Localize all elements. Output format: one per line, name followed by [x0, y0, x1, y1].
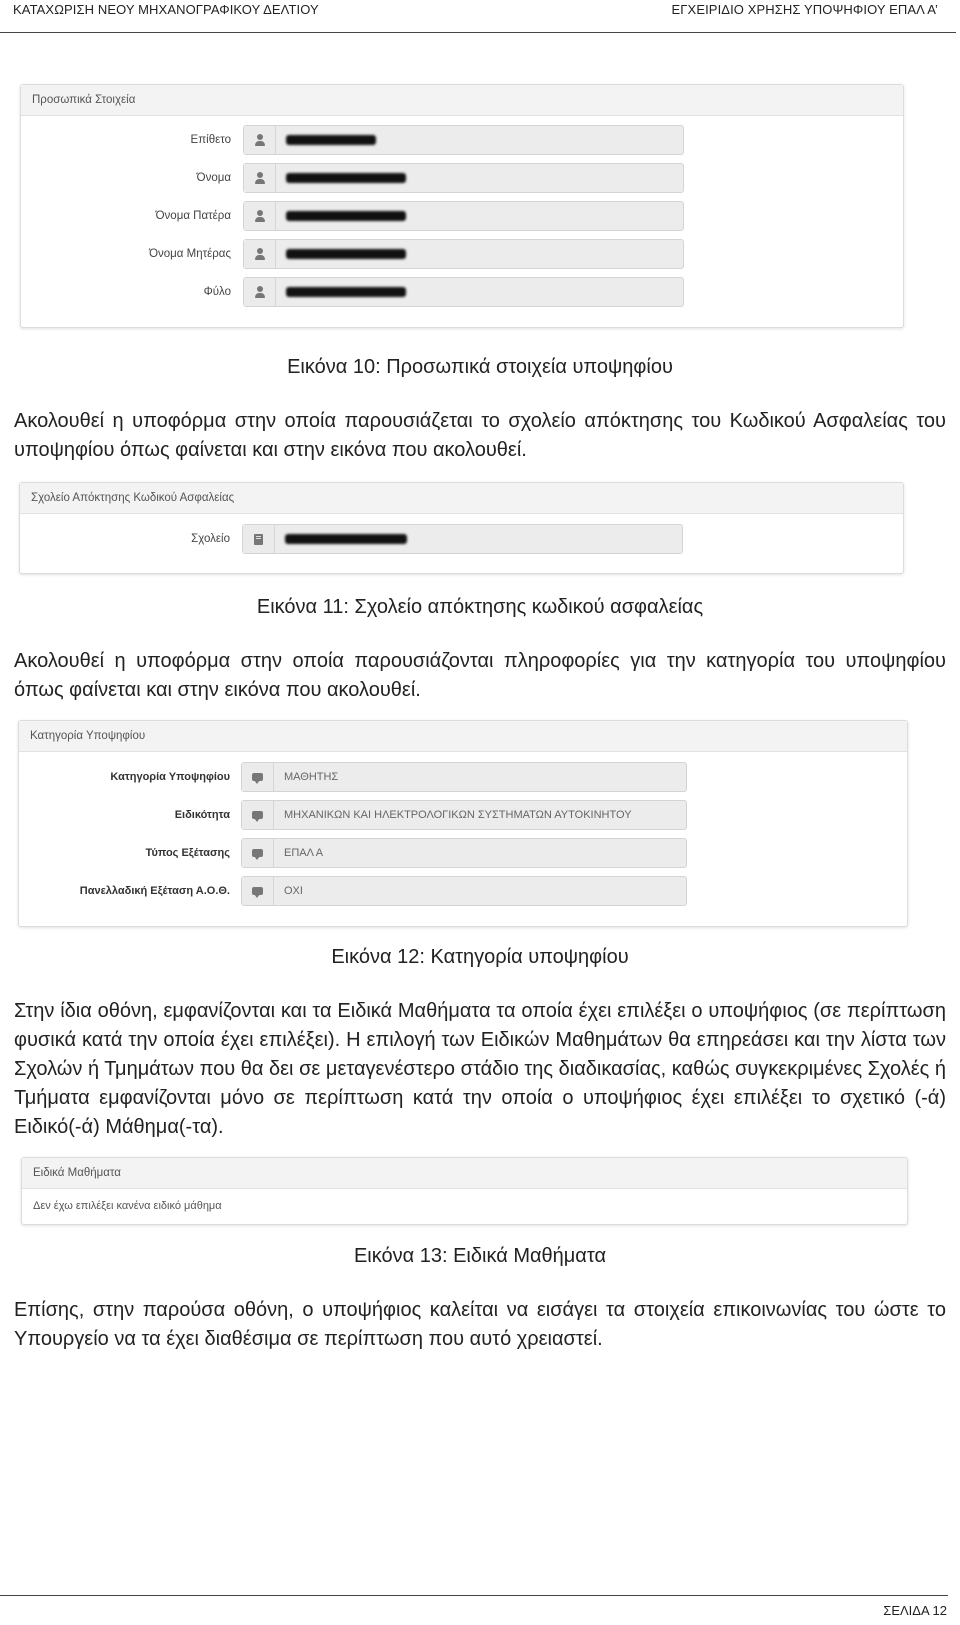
- form-row-surname: [21, 125, 903, 155]
- user-icon: [254, 286, 266, 298]
- figure-caption-13: Εικόνα 13: Ειδικά Μαθήματα: [353, 1245, 607, 1267]
- panel-title: Σχολείο Απόκτησης Κωδικού Ασφαλείας: [20, 483, 903, 514]
- chat-icon: [252, 811, 263, 819]
- field-value: ΜΗΧΑΝΙΚΩΝ ΚΑΙ ΗΛΕΚΤΡΟΛΟΓΙΚΩΝ ΣΥΣΤΗΜΑΤΩΝ ΑΥΤΟΚΙΝΗΤΟΥ: [284, 809, 632, 821]
- field-value: ΕΠΑΛ Α: [284, 847, 324, 859]
- form-row-panhellenic-exam: [19, 876, 907, 906]
- school-field[interactable]: [242, 524, 683, 554]
- chat-icon: [252, 849, 263, 857]
- field-label: Επίθετο: [190, 134, 231, 146]
- gender-field[interactable]: [243, 277, 684, 307]
- figure-caption-10: Εικόνα 10: Προσωπικά στοιχεία υποψηφίου: [287, 356, 673, 378]
- paragraph-category-intro: Ακολουθεί η υποφόρμα στην οποία παρουσιάζονται πληροφορίες για την κατηγορία του υποψηφίου όπως φαίνεται και στην εικόνα που ακολουθεί.: [14, 650, 946, 701]
- candidate-category-panel: [18, 720, 908, 927]
- form-row-specialty: [19, 800, 907, 830]
- personal-details-panel: [20, 84, 904, 328]
- field-label: Όνομα: [196, 172, 231, 184]
- redacted-value: [286, 249, 406, 259]
- field-label: Κατηγορία Υποψηφίου: [110, 771, 230, 783]
- field-label: Τύπος Εξέτασης: [145, 847, 230, 859]
- field-label: Όνομα Μητέρας: [149, 248, 231, 260]
- user-icon: [254, 248, 266, 260]
- form-row-mother-name: [21, 239, 903, 269]
- figure-caption-11: Εικόνα 11: Σχολείο απόκτησης κωδικού ασφαλείας: [256, 596, 704, 618]
- paragraph-special-subjects: Στην ίδια οθόνη, εμφανίζονται και τα Ειδικά Μαθήματα τα οποία έχει επιλέξει ο υποψήφιος (σε περίπτωση φυσικά κατά την οποία έχει επιλέξει). Η επιλογή των Ειδικών Μαθημάτων θα επηρεάσει και την λίστα των Σχολών ή Τμημάτων που θα δει σε μεταγενέστερο στάδιο της διαδικασίας, καθώς συγκεκριμένες Σχολές ή Τμήματα εμφανίζονται μόνο σε περίπτωση κατά την οποία ο υποψήφιος έχει επιλέξει το σχετικό (-ά) Ειδικό(-ά) Μάθημα(-τα).: [14, 1000, 946, 1138]
- redacted-value: [286, 287, 406, 297]
- first-name-field[interactable]: [243, 163, 684, 193]
- surname-field[interactable]: [243, 125, 684, 155]
- redacted-value: [285, 534, 407, 544]
- user-icon: [254, 134, 266, 146]
- specialty-field[interactable]: [241, 800, 687, 830]
- header-rule: [0, 32, 956, 33]
- form-row-exam-type: [19, 838, 907, 868]
- redacted-value: [286, 211, 406, 221]
- user-icon: [254, 210, 266, 222]
- redacted-value: [286, 135, 376, 145]
- form-row-father-name: [21, 201, 903, 231]
- field-label: Ειδικότητα: [174, 809, 230, 821]
- chat-icon: [252, 773, 263, 781]
- mother-name-field[interactable]: [243, 239, 684, 269]
- chat-icon: [252, 887, 263, 895]
- field-value: ΟΧΙ: [284, 885, 303, 897]
- field-label: Πανελλαδική Εξέταση Α.Ο.Θ.: [79, 885, 230, 897]
- paragraph-contact-intro: Επίσης, στην παρούσα οθόνη, ο υποψήφιος καλείται να εισάγει τα στοιχεία επικοινωνίας του ώστε το Υπουργείο να τα έχει διαθέσιμα σε περίπτωση που αυτό χρειαστεί.: [14, 1299, 946, 1350]
- paragraph-school-intro: Ακολουθεί η υποφόρμα στην οποία παρουσιάζεται το σχολείο απόκτησης του Κωδικού Ασφαλείας του υποψηφίου όπως φαίνεται και στην εικόνα που ακολουθεί.: [14, 410, 946, 461]
- page-header: [0, 0, 960, 36]
- header-title-right: ΕΓΧΕΙΡΙΔΙΟ ΧΡΗΣΗΣ ΥΠΟΨΗΦΙΟΥ ΕΠΑΛ Α’: [671, 2, 938, 17]
- form-row-school: [20, 524, 903, 554]
- field-label: Σχολείο: [191, 533, 230, 545]
- form-row-candidate-category: [19, 762, 907, 792]
- header-title-left: ΚΑΤΑΧΩΡΙΣΗ ΝΕΟΥ ΜΗΧΑΝΟΓΡΑΦΙΚΟΥ ΔΕΛΤΙΟΥ: [13, 2, 319, 17]
- field-label: Όνομα Πατέρα: [155, 210, 231, 222]
- user-icon: [254, 172, 266, 184]
- book-icon: [254, 534, 263, 545]
- form-row-first-name: [21, 163, 903, 193]
- field-value: ΜΑΘΗΤΗΣ: [284, 771, 339, 783]
- father-name-field[interactable]: [243, 201, 684, 231]
- redacted-value: [286, 173, 406, 183]
- candidate-category-field[interactable]: [241, 762, 687, 792]
- school-panel: [19, 482, 904, 574]
- exam-type-field[interactable]: [241, 838, 687, 868]
- panhellenic-exam-field[interactable]: [241, 876, 687, 906]
- footer-rule: [0, 1595, 948, 1596]
- field-label: Φύλο: [203, 286, 231, 298]
- panel-title: Προσωπικά Στοιχεία: [21, 85, 903, 116]
- panel-title: Ειδικά Μαθήματα: [22, 1158, 907, 1189]
- form-row-gender: [21, 277, 903, 307]
- special-subjects-panel: [21, 1157, 908, 1225]
- no-special-subjects-text: Δεν έχω επιλέξει κανένα ειδικό μάθημα: [33, 1200, 222, 1212]
- panel-title: Κατηγορία Υποψηφίου: [19, 721, 907, 752]
- page-number: ΣΕΛΙΔΑ 12: [883, 1603, 947, 1618]
- figure-caption-12: Εικόνα 12: Κατηγορία υποψηφίου: [331, 946, 629, 968]
